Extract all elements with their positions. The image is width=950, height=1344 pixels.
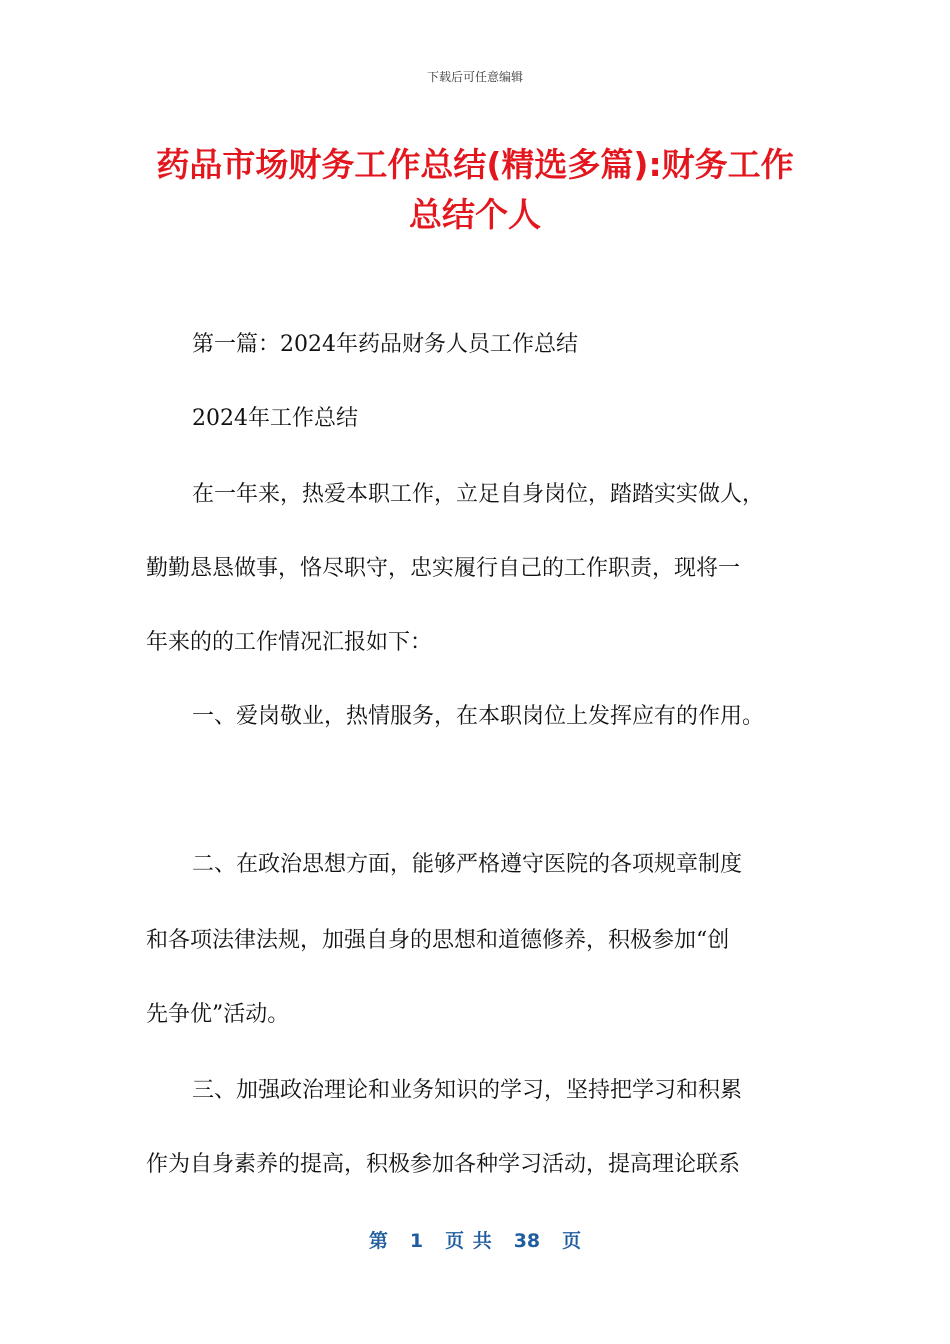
footer-middle: 页 共: [445, 1230, 492, 1252]
title-line-1: 药品市场财务工作总结(精选多篇):财务工作: [156, 145, 794, 184]
paragraph-line: 年来的的工作情况汇报如下：: [146, 630, 433, 655]
paragraph-line: 三、加强政治理论和业务知识的学习，坚持把学习和积累: [192, 1078, 743, 1103]
paragraph-line: 先争优”活动。: [146, 1002, 290, 1027]
paragraph-section-heading: 第一篇：2024年药品财务人员工作总结: [192, 332, 578, 357]
footer-total-pages: 38: [513, 1230, 541, 1252]
paragraph-line: 在一年来，热爱本职工作，立足自身岗位，踏踏实实做人，: [192, 482, 765, 507]
footer-suffix: 页: [562, 1230, 582, 1252]
header-note: 下载后可任意编辑: [426, 70, 523, 84]
title-line-2: 总结个人: [409, 195, 541, 234]
paragraph-line: 二、在政治思想方面，能够严格遵守医院的各项规章制度: [192, 852, 743, 877]
paragraph-line: 和各项法律法规，加强自身的思想和道德修养，积极参加“创: [146, 928, 730, 953]
footer-prefix: 第: [368, 1230, 388, 1252]
footer-page-number: 1: [409, 1230, 424, 1252]
paragraph-line: 勤勤恳恳做事，恪尽职守，忠实履行自己的工作职责，现将一: [146, 556, 741, 581]
paragraph-line: 一、爱岗敬业，热情服务，在本职岗位上发挥应有的作用。: [192, 704, 765, 729]
document-title: [140, 140, 810, 240]
page-footer: [0, 1226, 950, 1253]
paragraph-line: 作为自身素养的提高，积极参加各种学习活动，提高理论联系: [146, 1152, 741, 1177]
paragraph-subheading: 2024年工作总结: [192, 406, 358, 431]
